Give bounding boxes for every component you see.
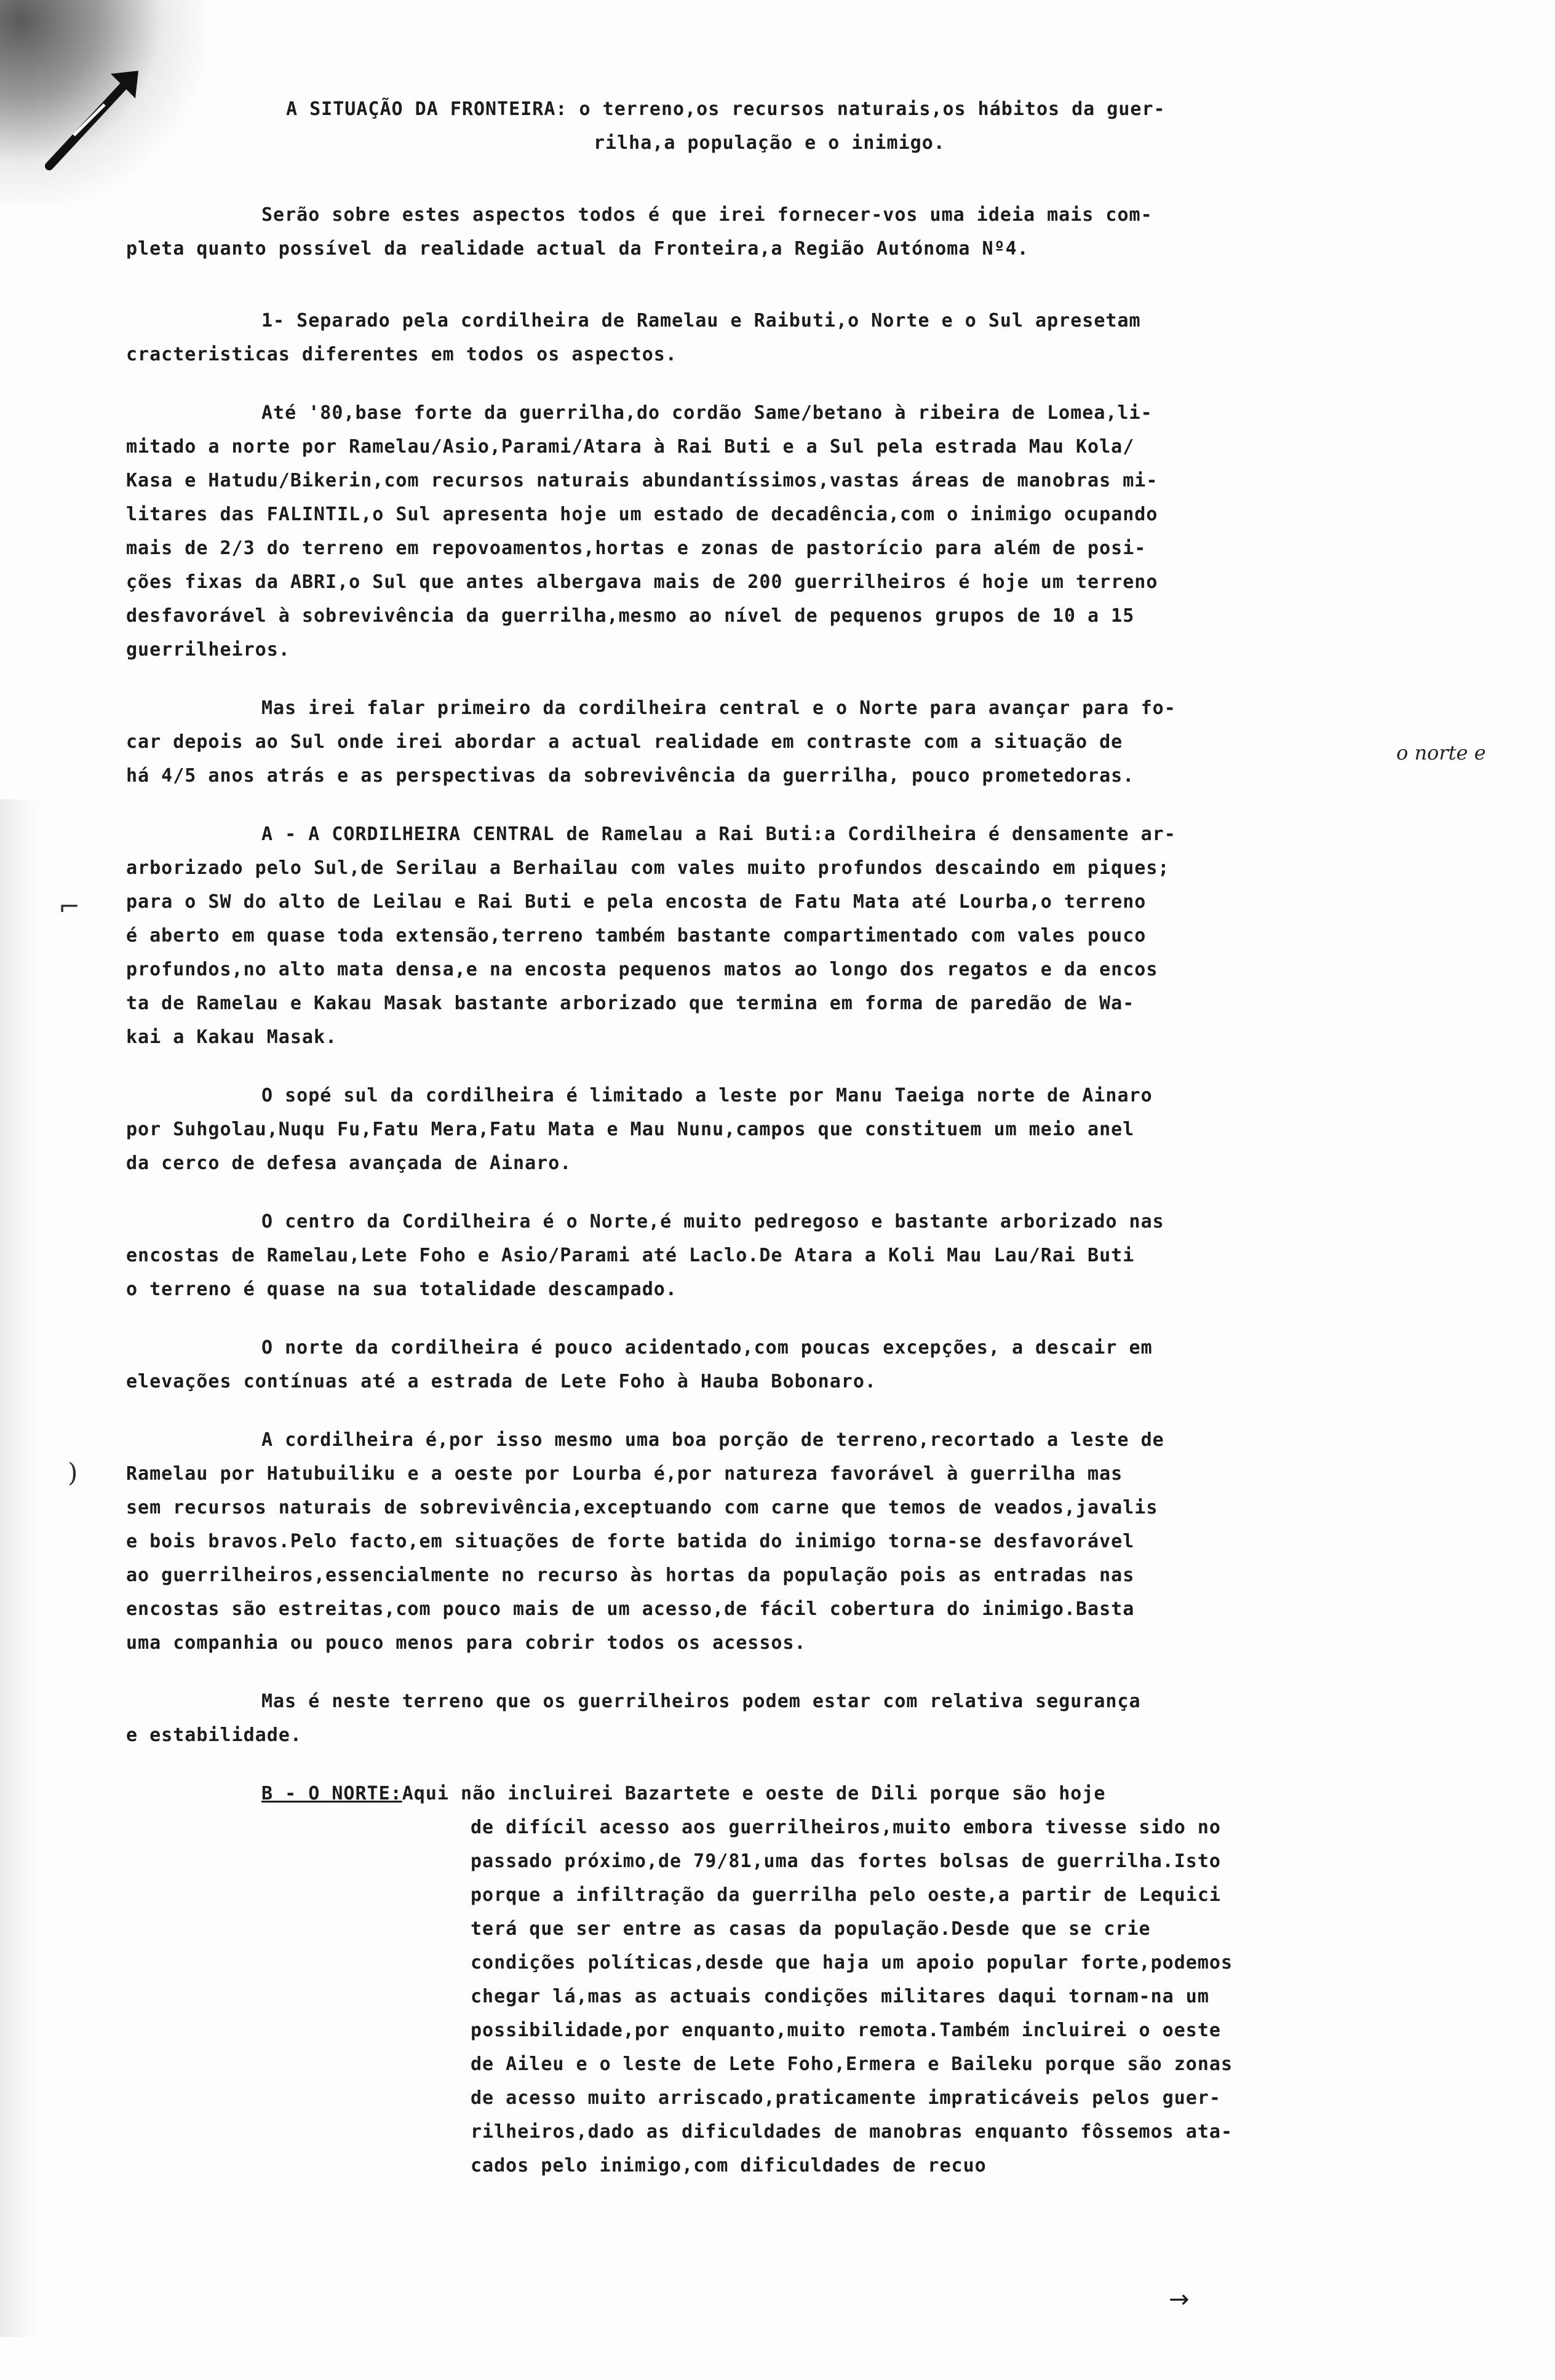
section-b-label: B - O NORTE: bbox=[261, 1783, 402, 1804]
p2-line-5: mais de 2/3 do terreno em repovoamentos,hortas e zonas de pastorício para além de posi- bbox=[126, 537, 1147, 559]
p7-line-1: O norte da cordilheira é pouco acidentado,com poucas excepções, a descair em bbox=[261, 1337, 1153, 1359]
p7-line-2: elevações contínuas até a estrada de Lete Foho à Hauba Bobonaro. bbox=[126, 1371, 877, 1392]
p10-line-4: porque a infiltração da guerrilha pelo oeste,a partir de Lequici bbox=[471, 1884, 1221, 1906]
p6-line-1: O centro da Cordilheira é o Norte,é muito pedregoso e bastante arborizado nas bbox=[261, 1211, 1164, 1232]
p10-line-12: cados pelo inimigo,com dificuldades de recuo bbox=[471, 2155, 987, 2176]
p10-first-line: Aqui não incluirei Bazartete e oeste de Dili porque são hoje bbox=[402, 1783, 1106, 1804]
p2-line-7: desfavorável à sobrevivência da guerrilha,mesmo ao nível de pequenos grupos de 10 a 15 bbox=[126, 605, 1135, 627]
intro-line-1: Serão sobre estes aspectos todos é que irei fornecer-vos uma ideia mais com- bbox=[261, 204, 1153, 226]
margin-punch-mark-2: ) bbox=[68, 1458, 78, 1488]
p4-line-2: arborizado pelo Sul,de Serilau a Berhailau com vales muito profundos descaindo em piques; bbox=[126, 857, 1170, 879]
p8-line-3: sem recursos naturais de sobrevivência,exceptuando com carne que temos de veados,javalis bbox=[126, 1497, 1158, 1518]
p10-line-7: chegar lá,mas as actuais condições militares daqui tornam-na um bbox=[471, 1986, 1209, 2007]
document-title-line-1: A SITUAÇÃO DA FRONTEIRA: o terreno,os recursos naturais,os hábitos da guer- bbox=[286, 98, 1166, 120]
p4-line-7: kai a Kakau Masak. bbox=[126, 1026, 338, 1048]
p9-line-1: Mas é neste terreno que os guerrilheiros podem estar com relativa segurança bbox=[261, 1691, 1141, 1712]
p2-line-8: guerrilheiros. bbox=[126, 639, 290, 660]
p8-line-2: Ramelau por Hatubuiliku e a oeste por Lourba é,por natureza favorável à guerrilha mas bbox=[126, 1463, 1123, 1485]
p8-line-4: e bois bravos.Pelo facto,em situações de forte batida do inimigo torna-se desfavorável bbox=[126, 1531, 1135, 1552]
p4-line-6: ta de Ramelau e Kakau Masak bastante arborizado que termina em forma de paredão de Wa- bbox=[126, 993, 1135, 1014]
p3-line-1: Mas irei falar primeiro da cordilheira central e o Norte para avançar para fo- bbox=[261, 697, 1176, 719]
p10-line-3: passado próximo,de 79/81,uma das fortes bolsas de guerrilha.Isto bbox=[471, 1850, 1221, 1872]
p6-line-3: o terreno é quase na sua totalidade descampado. bbox=[126, 1279, 677, 1300]
p10-line-9: de Aileu e o leste de Lete Foho,Ermera e Baileku porque são zonas bbox=[471, 2053, 1233, 2075]
p1-line-1: 1- Separado pela cordilheira de Ramelau e Raibuti,o Norte e o Sul apresetam bbox=[261, 310, 1141, 331]
p2-line-6: ções fixas da ABRI,o Sul que antes albergava mais de 200 guerrilheiros é hoje um terreno bbox=[126, 571, 1158, 593]
p9-line-2: e estabilidade. bbox=[126, 1724, 302, 1746]
p8-line-7: uma companhia ou pouco menos para cobrir todos os acessos. bbox=[126, 1632, 806, 1654]
p10-line-10: de acesso muito arriscado,praticamente impraticáveis pelos guer- bbox=[471, 2087, 1221, 2109]
p8-line-6: encostas são estreitas,com pouco mais de um acesso,de fácil cobertura do inimigo.Basta bbox=[126, 1598, 1135, 1620]
handwritten-note-norte: o norte e bbox=[1396, 741, 1486, 764]
scan-edge-shadow bbox=[0, 799, 37, 2337]
p2-line-3: Kasa e Hatudu/Bikerin,com recursos naturais abundantíssimos,vastas áreas de manobras mi- bbox=[126, 470, 1158, 491]
p4-line-5: profundos,no alto mata densa,e na encosta pequenos matos ao longo dos regatos e da encos bbox=[126, 959, 1158, 980]
p6-line-2: encostas de Ramelau,Lete Foho e Asio/Parami até Laclo.De Atara a Koli Mau Lau/Rai Buti bbox=[126, 1245, 1135, 1266]
p2-line-4: litares das FALINTIL,o Sul apresenta hoje um estado de decadência,com o inimigo ocupando bbox=[126, 504, 1158, 525]
p3-line-3: há 4/5 anos atrás e as perspectivas da sobrevivência da guerrilha, pouco prometedoras. bbox=[126, 765, 1135, 787]
p1-line-2: cracteristicas diferentes em todos os aspectos. bbox=[126, 344, 677, 365]
p10-line-2: de difícil acesso aos guerrilheiros,muito embora tivesse sido no bbox=[471, 1817, 1221, 1838]
p8-line-1: A cordilheira é,por isso mesmo uma boa porção de terreno,recortado a leste de bbox=[261, 1429, 1164, 1451]
p2-line-2: mitado a norte por Ramelau/Asio,Parami/Atara à Rai Buti e a Sul pela estrada Mau Kola/ bbox=[126, 436, 1135, 458]
p10-line-6: condições políticas,desde que haja um apoio popular forte,podemos bbox=[471, 1952, 1233, 1973]
p4-line-3: para o SW do alto de Leilau e Rai Buti e pela encosta de Fatu Mata até Lourba,o terreno bbox=[126, 891, 1147, 913]
margin-punch-mark-1: ⌐ bbox=[58, 892, 81, 922]
p5-line-3: da cerco de defesa avançada de Ainaro. bbox=[126, 1152, 572, 1174]
p4-line-4: é aberto em quase toda extensão,terreno também bastante compartimentado com vales pouco bbox=[126, 925, 1147, 946]
p5-line-1: O sopé sul da cordilheira é limitado a leste por Manu Taeiga norte de Ainaro bbox=[261, 1085, 1153, 1106]
p2-line-1: Até '80,base forte da guerrilha,do cordão Same/betano à ribeira de Lomea,li- bbox=[261, 402, 1153, 424]
p4-line-1: A - A CORDILHEIRA CENTRAL de Ramelau a Rai Buti:a Cordilheira é densamente ar- bbox=[261, 823, 1176, 845]
continuation-arrow-icon: → bbox=[1169, 2285, 1190, 2314]
p5-line-2: por Suhgolau,Nuqu Fu,Fatu Mera,Fatu Mata e Mau Nunu,campos que constituem um meio anel bbox=[126, 1119, 1135, 1140]
intro-line-2: pleta quanto possível da realidade actual da Fronteira,a Região Autónoma Nº4. bbox=[126, 238, 1029, 260]
document-title-line-2: rilha,a população e o inimigo. bbox=[594, 132, 945, 154]
p8-line-5: ao guerrilheiros,essencialmente no recurso às hortas da população pois as entradas nas bbox=[126, 1565, 1135, 1586]
p10-line-5: terá que ser entre as casas da população.Desde que se crie bbox=[471, 1918, 1151, 1940]
p3-line-2: car depois ao Sul onde irei abordar a actual realidade em contraste com a situação de bbox=[126, 731, 1123, 753]
document-body bbox=[126, 92, 1498, 2183]
p10-line-11: rilheiros,dado as dificuldades de manobras enquanto fôssemos ata- bbox=[471, 2121, 1233, 2143]
p10-line-8: possibilidade,por enquanto,muito remota.Também incluirei o oeste bbox=[471, 2020, 1221, 2041]
p10-heading-line bbox=[126, 1777, 1498, 1811]
